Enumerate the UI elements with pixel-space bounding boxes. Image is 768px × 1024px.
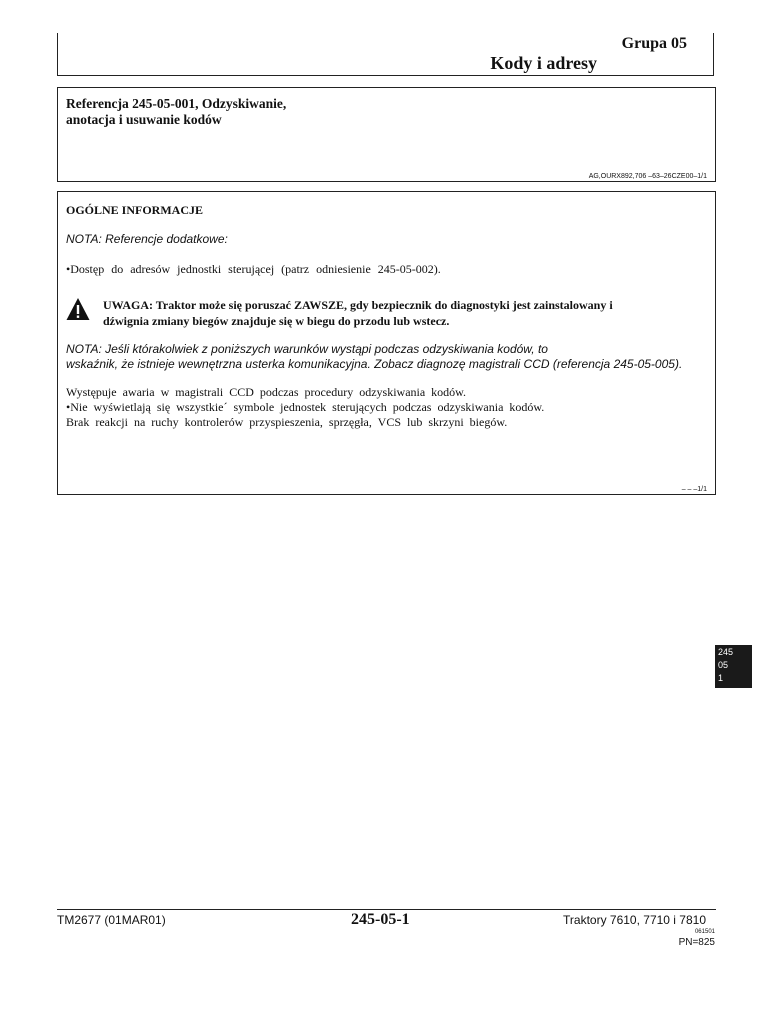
reference-title-line1: Referencja 245-05-001, Odzyskiwanie, [66,96,287,111]
page-number: 245-05-1 [351,911,410,928]
reference-box [57,87,716,182]
note-conditions-line1: NOTA: Jeśli którakolwiek z poniższych warunków wystąpi podczas odzyskiwania kodów, to [66,342,548,356]
bullet-access-addresses: •Dostęp do adresów jednostki sterującej (patrz odniesienie 245-05-002). [66,262,441,276]
side-tab-line2: 05 [718,660,729,670]
symptom-line3: Brak reakcji na ruchy kontrolerów przyspieszenia, sprzęgła, VCS lub skrzyni biegów. [66,415,508,429]
section-side-tab [715,645,752,688]
info-heading: OGÓLNE INFORMACJE [66,203,204,217]
box-footer-code: – – –1/1 [681,486,707,493]
page-pn: PN=825 [678,937,715,948]
reference-title-line2: anotacja i usuwanie kodów [66,112,222,127]
note-additional-references: NOTA: Referencje dodatkowe: [66,232,228,246]
side-tab-line3: 1 [718,673,724,683]
warning-line1: UWAGA: Traktor może się poruszać ZAWSZE, gdy bezpiecznik do diagnostyki jest zainstalowany i [103,298,613,312]
note-conditions [66,342,716,372]
note-conditions-line2: wskaźnik, że istnieje wewnętrzna usterka komunikacyjna. Zobacz diagnozę magistrali CCD (referencja 245-05-005). [66,357,683,371]
group-label: Grupa 05 [621,35,687,52]
footer-divider [57,909,716,910]
general-info-box [57,191,716,495]
symptom-line1: Występuje awaria w magistrali CCD podczas procedury odzyskiwania kodów. [66,385,467,399]
reference-code: AG,OURX892,706 –63–26CZE00–1/1 [588,173,707,180]
tractor-models: Traktory 7610, 7710 i 7810 [563,913,706,927]
symptom-list [66,385,706,430]
warning-line2: dźwignia zmiany biegów znajduje się w biegu do przodu lub wstecz. [103,314,450,328]
page-header [57,33,714,76]
warning-icon [66,297,90,321]
manual-id: TM2677 (01MAR01) [57,913,166,927]
section-title: Kody i adresy [490,53,597,73]
reference-title [66,96,466,128]
footer-date: 061501 [694,929,715,935]
side-tab-line1: 245 [718,647,734,657]
warning-text [103,297,693,329]
symptom-line2: •Nie wyświetlają się wszystkie´ symbole jednostek sterujących podczas odzyskiwania kodów. [66,400,545,414]
